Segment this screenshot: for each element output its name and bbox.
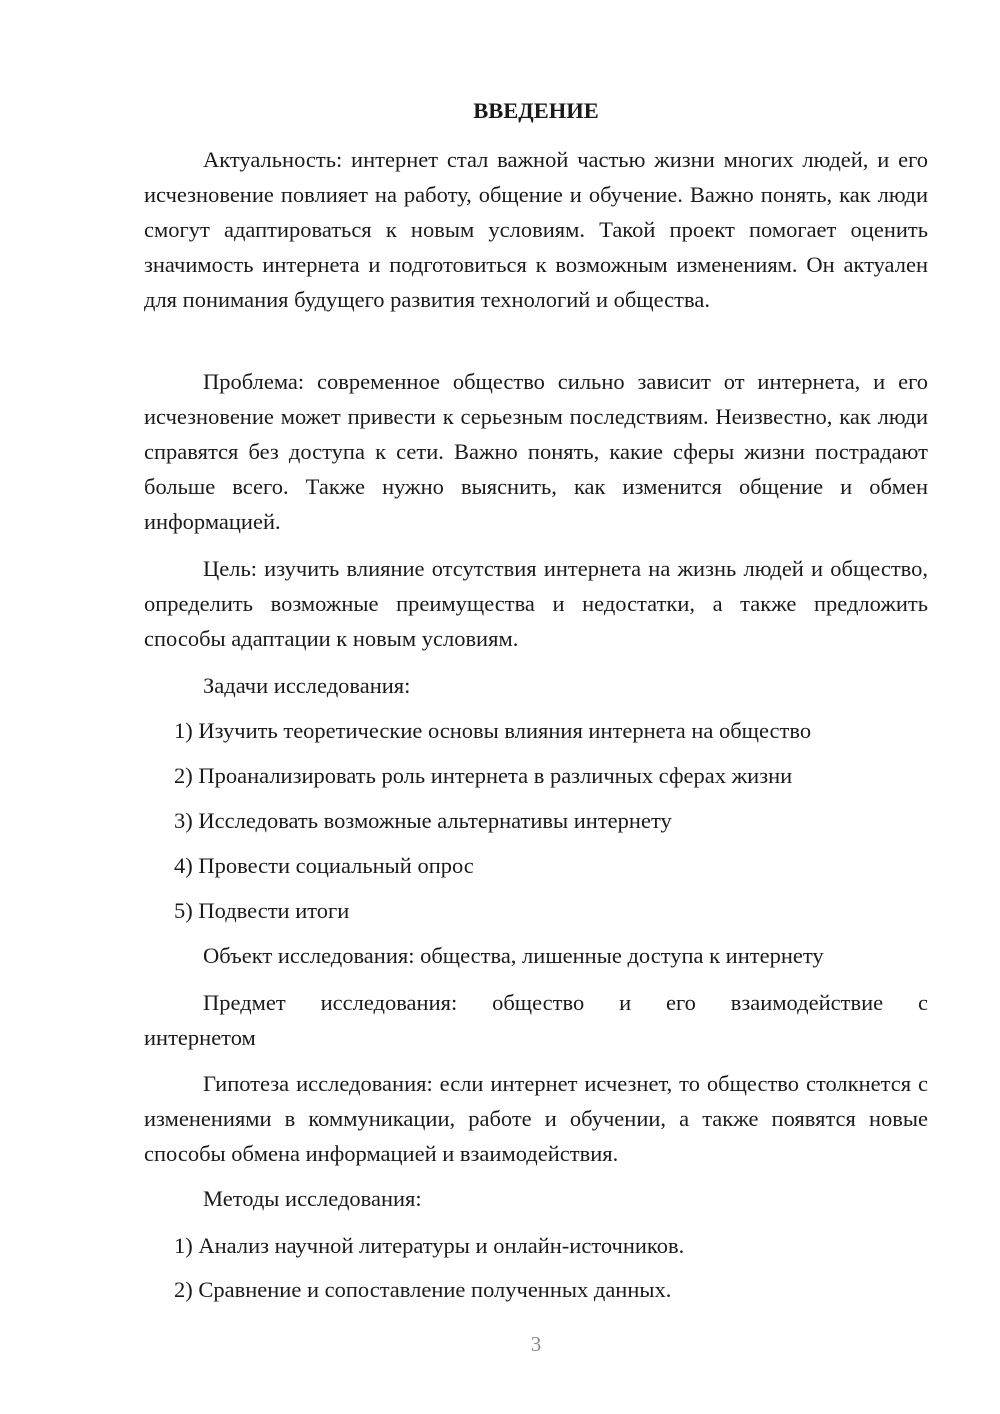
method-item-1-block <box>144 1228 928 1263</box>
task-item-2-block <box>144 758 928 793</box>
subject-word: его <box>666 990 696 1015</box>
goal-paragraph: Цель: изучить влияние отсутствия интернета на жизнь людей и общество, определить возможные преимущества и недостатки, а также предложить способы адаптации к новым условиям. <box>144 556 928 651</box>
section-heading: ВВЕДЕНИЕ <box>473 98 599 123</box>
tasks-title-block <box>144 668 928 703</box>
methods-title: Методы исследования: <box>203 1186 422 1211</box>
subject-word: и <box>619 990 632 1015</box>
object-block <box>144 938 928 973</box>
method-item: 1) Анализ научной литературы и онлайн-источников. <box>174 1233 685 1258</box>
task-item-1-block <box>144 713 928 748</box>
task-item: 3) Исследовать возможные альтернативы интернету <box>174 808 672 833</box>
subject-word: исследования: <box>320 990 458 1015</box>
task-item: 2) Проанализировать роль интернета в различных сферах жизни <box>174 763 793 788</box>
task-item: 1) Изучить теоретические основы влияния интернета на общество <box>174 718 812 743</box>
goal-paragraph-block <box>144 551 928 656</box>
method-item: 2) Сравнение и сопоставление полученных данных. <box>174 1277 672 1302</box>
task-item: 4) Провести социальный опрос <box>174 853 474 878</box>
hypothesis-block <box>144 1066 928 1171</box>
subject-word: общество <box>492 990 585 1015</box>
task-item-4-block <box>144 848 928 883</box>
task-item: 5) Подвести итоги <box>174 898 350 923</box>
relevance-paragraph-block <box>144 142 928 317</box>
research-subject-line <box>144 985 928 1020</box>
subject-word: взаимодействие <box>730 990 884 1015</box>
problem-paragraph: Проблема: современное общество сильно зависит от интернета, и его исчезновение может привести к серьезным последствиям. Неизвестно, как люди справятся без доступа к сети. Важно понять, какие сферы жизни пострадают больше всего. Также нужно выяснить, как изменится общение и обмен информацией. <box>144 369 928 534</box>
page-number: 3 <box>530 1332 542 1356</box>
relevance-paragraph: Актуальность: интернет стал важной частью жизни многих людей, и его исчезновение повлияет на работу, общение и обучение. Важно понять, как люди смогут адаптироваться к новым условиям. Такой проект помогает оценить значимость интернета и подготовиться к возможным изменениям. Он актуален для понимания будущего развития технологий и общества. <box>144 147 928 312</box>
hypothesis-paragraph: Гипотеза исследования: если интернет исчезнет, то общество столкнется с изменениями в коммуникации, работе и обучении, а также появятся новые способы обмена информацией и взаимодействия. <box>144 1071 928 1166</box>
subject-word: с <box>917 990 928 1015</box>
methods-title-block <box>144 1181 928 1216</box>
subject-block <box>144 985 928 1055</box>
task-item-3-block <box>144 803 928 838</box>
research-subject-tail: интернетом <box>144 1025 256 1050</box>
tasks-title: Задачи исследования: <box>203 673 411 698</box>
task-item-5-block <box>144 893 928 928</box>
research-object: Объект исследования: общества, лишенные доступа к интернету <box>203 943 824 968</box>
problem-paragraph-block <box>144 364 928 539</box>
subject-word: Предмет <box>203 990 286 1015</box>
method-item-2-block <box>144 1272 928 1307</box>
